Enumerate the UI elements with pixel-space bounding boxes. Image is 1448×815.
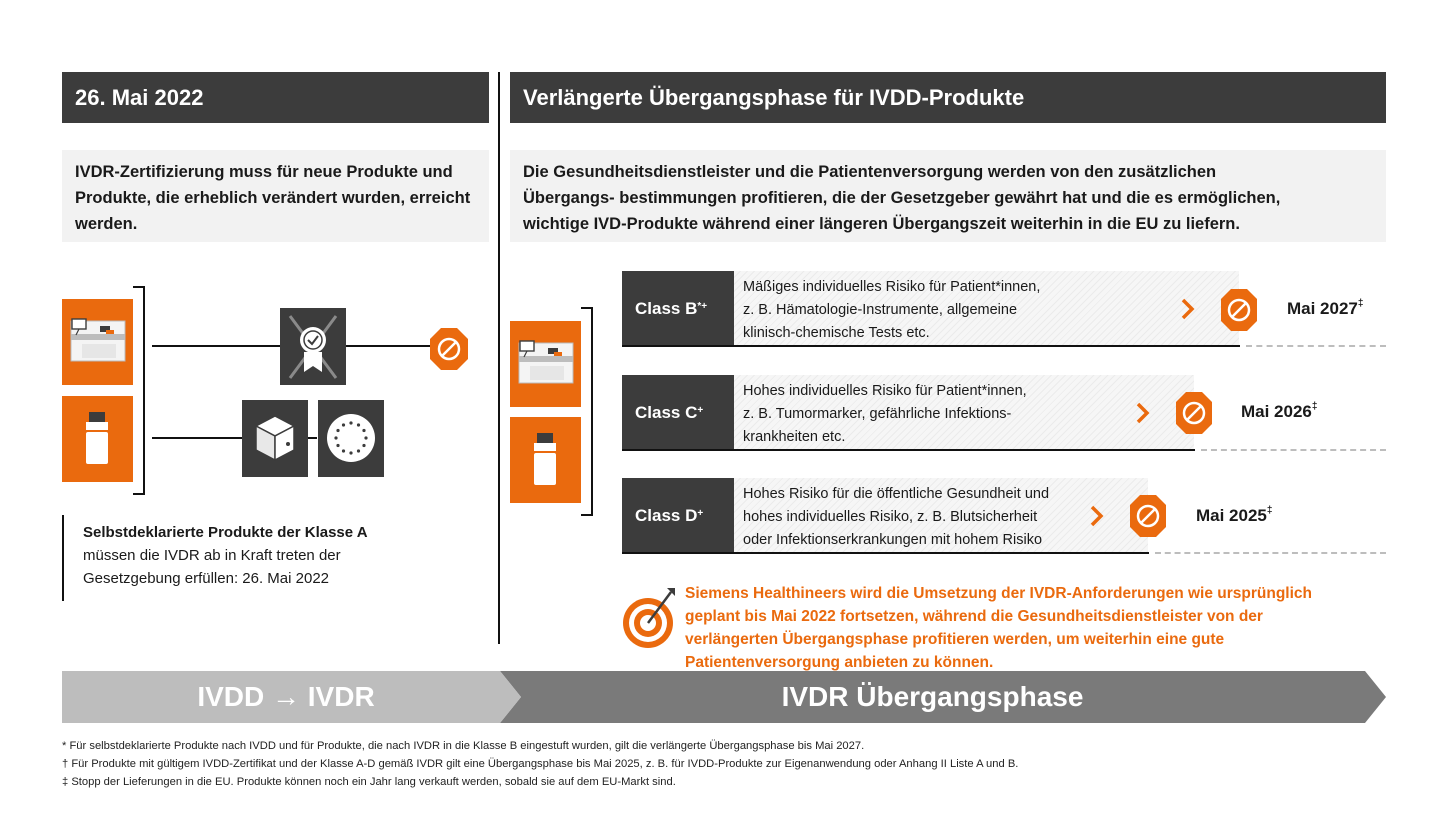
class-d-line-1: Hohes Risiko für die öffentliche Gesundheit und <box>743 486 1050 502</box>
right-bracket <box>580 307 594 517</box>
footnote-2: † Für Produkte mit gültigem IVDD-Zertifikat und der Klasse A-D gemäß IVDR gilt eine Übergangsphase bis Mai 2025, z. B. für IVDD-Produkte zur Eigenanwendung oder Anhang II Liste A und B. <box>62 758 1019 770</box>
class-b-underline <box>622 345 1240 347</box>
chevron-right-icon <box>1181 298 1195 320</box>
class-d-description <box>734 478 1148 553</box>
class-a-text: müssen die IVDR ab in Kraft treten der Gesetzgebung erfüllen: 26. Mai 2022 <box>83 547 341 587</box>
class-c-description <box>734 375 1194 450</box>
class-d-date <box>1196 506 1272 526</box>
class-b-label <box>622 271 734 346</box>
class-c-date-text: Mai 2026 <box>1241 402 1312 421</box>
right-header: Verlängerte Übergangsphase für IVDD-Produkte <box>510 72 1386 123</box>
class-a-title: Selbstdeklarierte Produkte der Klasse A <box>83 524 368 541</box>
target-icon <box>621 586 677 650</box>
class-c-label <box>622 375 734 450</box>
class-d-date-mark: ‡ <box>1266 505 1273 517</box>
chevron-right-icon <box>1090 505 1104 527</box>
left-intro: IVDR-Zertifizierung muss für neue Produkte und Produkte, die erheblich verändert wurden, erreicht werden. <box>62 150 489 242</box>
class-d-dashed-extension <box>1155 552 1386 554</box>
chevron-right-icon <box>1136 402 1150 424</box>
class-c-name: Class C <box>635 402 698 422</box>
class-b-line-3: klinisch-chemische Tests etc. <box>743 325 930 341</box>
box-icon <box>242 400 308 477</box>
left-header: 26. Mai 2022 <box>62 72 489 123</box>
column-divider <box>498 72 500 644</box>
bottle-icon <box>510 417 581 503</box>
eu-star <box>349 451 352 454</box>
bottle-icon <box>62 396 133 482</box>
class-b-mark: *+ <box>697 301 708 312</box>
eu-star <box>357 449 360 452</box>
analyzer-tile <box>62 299 133 385</box>
eu-star <box>342 449 345 452</box>
eu-star <box>362 444 365 447</box>
certificate-tile <box>280 308 346 385</box>
class-d-name: Class D <box>635 505 698 525</box>
right-intro: Die Gesundheitsdienstleister und die Patientenversorgung werden von den zusätzlichen Übergangs- bestimmungen profitieren, die der Gesetzgeber gewährt hat und die es ermöglichen, wichtige IVD-Produkte während einer längeren Übergangszeit weiterhin in die EU zu liefern. <box>510 150 1386 242</box>
eu-stars-icon <box>318 400 384 477</box>
class-d-underline <box>622 552 1149 554</box>
class-d-line-3: oder Infektionserkrankungen mit hohem Risiko <box>743 532 1043 548</box>
class-b-date-text: Mai 2027 <box>1287 299 1358 318</box>
class-a-note <box>83 521 383 590</box>
class-b-name: Class B <box>635 298 698 318</box>
class-c-date <box>1241 402 1317 422</box>
siemens-statement: Siemens Healthineers wird die Umsetzung der IVDR-Anforderungen wie ursprünglich geplant bis Mai 2022 fortsetzen, während die Gesundheitsdienstleister von der verlängerten Übergangsphase profitieren werden, um weiterhin eine gute Patientenversorgung anbieten zu können. <box>685 585 1312 671</box>
class-c-dashed-extension <box>1201 449 1386 451</box>
stop-icon <box>1220 288 1258 332</box>
class-a-bar <box>62 515 64 601</box>
eu-star <box>336 444 339 447</box>
stop-icon <box>429 327 469 371</box>
class-c-underline <box>622 449 1195 451</box>
class-b-date <box>1287 299 1363 319</box>
class-b-date-mark: ‡ <box>1357 298 1364 310</box>
class-d-date-text: Mai 2025 <box>1196 506 1267 525</box>
timeline-left-label: IVDD → IVDR <box>197 681 375 712</box>
timeline-right-label: IVDR Übergangsphase <box>781 681 1084 712</box>
class-b-description <box>734 271 1239 346</box>
eu-star <box>342 423 345 426</box>
eu-star <box>364 436 367 439</box>
eu-star <box>362 429 365 432</box>
box-tile <box>242 400 308 477</box>
stop-icon <box>1175 391 1213 435</box>
footnotes <box>62 737 1382 791</box>
footnote-3: ‡ Stopp der Lieferungen in die EU. Produkte können noch ein Jahr lang verkauft werden, sobald sie auf dem EU-Markt sind. <box>62 776 676 788</box>
footnote-1: * Für selbstdeklarierte Produkte nach IVDD und für Produkte, die nach IVDR in die Klasse B eingestuft wurden, gilt die verlängerte Übergangsphase bis Mai 2027. <box>62 740 865 752</box>
bottle-tile <box>62 396 133 482</box>
class-c-date-mark: ‡ <box>1311 401 1318 413</box>
analyzer-icon <box>510 321 581 407</box>
class-d-line-2: hohes individuelles Risiko, z. B. Blutsicherheit <box>743 509 1038 525</box>
stop-icon <box>1129 494 1167 538</box>
eu-star <box>334 436 337 439</box>
eu-star <box>357 423 360 426</box>
class-c-line-1: Hohes individuelles Risiko für Patient*innen, <box>743 383 1027 399</box>
class-c-mark: + <box>697 405 704 416</box>
certificate-icon <box>280 308 346 385</box>
analyzer-icon <box>62 299 133 385</box>
left-bracket <box>132 286 146 496</box>
class-d-label <box>622 478 734 553</box>
class-b-dashed-extension <box>1246 345 1386 347</box>
bottle-tile-right <box>510 417 581 503</box>
class-d-mark: + <box>697 508 704 519</box>
analyzer-tile-right <box>510 321 581 407</box>
class-b-line-1: Mäßiges individuelles Risiko für Patient*innen, <box>743 279 1041 295</box>
eu-star <box>349 421 352 424</box>
eu-tile <box>318 400 384 477</box>
class-b-line-2: z. B. Hämatologie-Instrumente, allgemeine <box>743 302 1018 318</box>
eu-star <box>336 429 339 432</box>
class-c-line-2: z. B. Tumormarker, gefährliche Infektions- <box>743 406 1012 422</box>
class-c-line-3: krankheiten etc. <box>743 429 846 445</box>
